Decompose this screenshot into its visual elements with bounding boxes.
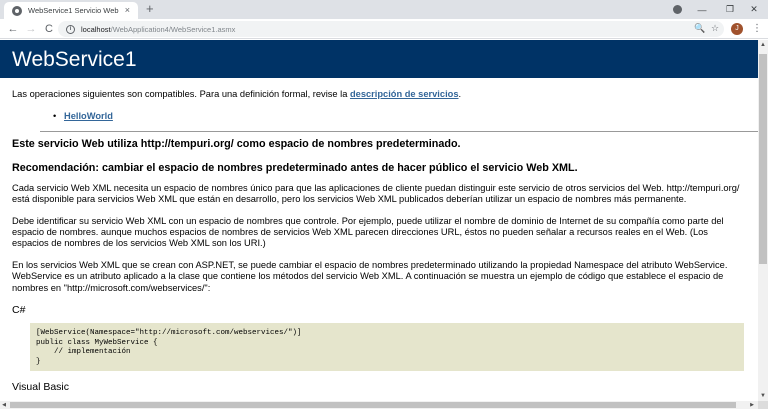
profile-indicator-icon[interactable] [673,5,682,14]
back-button[interactable]: ← [7,23,19,35]
scroll-down-icon[interactable]: ▼ [760,393,766,399]
language-label-vb: Visual Basic [12,381,70,394]
reload-button[interactable]: C [45,23,53,35]
browser-tab[interactable] [4,2,138,19]
forward-button[interactable]: → [25,23,37,35]
tab-strip [0,0,768,19]
page-viewport [0,40,758,401]
close-window-button[interactable]: ✕ [750,4,758,14]
tab-title: WebService1 Servicio Web [28,6,119,15]
address-bar[interactable] [58,21,724,37]
scrollbar-corner [758,401,768,409]
vertical-scroll-thumb[interactable] [759,54,767,264]
code-sample-csharp: [WebService(Namespace="http://microsoft.com/webservices/")] public class MyWebService { // implementación } [30,323,744,371]
divider [40,131,758,132]
zoom-icon[interactable]: 🔍 [694,23,706,33]
tab-close-icon[interactable]: × [124,5,130,15]
vertical-scrollbar[interactable] [758,40,768,401]
intro-end: . [458,89,462,99]
paragraph-1: Cada servicio Web XML necesita un espacio de nombres único para que las aplicaciones de cliente puedan distinguir este servicio de otros servicios del Web. http://tempuri.org/ está disponible para servicios Web XML que están en desarrollo, pero los servicios Web XML publicados deberían utilizar un espacio de nombres más permanente. [12,182,740,205]
maximize-button[interactable]: ❐ [725,4,735,14]
horizontal-scrollbar[interactable] [0,401,758,409]
operation-link-helloworld[interactable]: HelloWorld [64,111,113,122]
avatar[interactable]: J [731,23,743,35]
intro-paragraph [12,89,746,100]
browser-menu-icon[interactable]: ⋮ [752,23,762,34]
horizontal-scroll-thumb[interactable] [10,402,736,408]
scroll-right-icon[interactable]: ▶ [750,402,754,408]
bookmark-star-icon[interactable]: ☆ [711,23,720,33]
list-item [64,111,746,122]
page-title: WebService1 [0,40,758,78]
scroll-up-icon[interactable]: ▲ [760,42,766,48]
page-content [0,89,758,394]
scroll-left-icon[interactable]: ◀ [2,402,6,408]
new-tab-button[interactable]: + [146,1,154,16]
globe-icon [12,6,22,16]
paragraph-3: En los servicios Web XML que se crean con ASP.NET, se puede cambiar el espacio de nombres predeterminado utilizando la propiedad Namespace del atributo WebService. WebService es un atributo aplicado a la clase que contiene los métodos del servicio Web XML. A continuación se muestra un ejemplo de código que establece el espacio de nombres en "http://microsoft.com/webservices/": [12,259,728,293]
url-text[interactable] [81,25,235,34]
recommendation-heading: Recomendación: cambiar el espacio de nombres predeterminado antes de hacer público el servicio Web XML. [12,161,578,174]
service-description-link[interactable]: descripción de servicios [349,89,459,99]
namespace-heading: Este servicio Web utiliza http://tempuri.org/ como espacio de nombres predeterminado. [12,137,461,150]
info-icon[interactable]: i [66,25,75,34]
language-label-csharp: C# [12,304,26,317]
url-host: localhost [81,24,111,34]
operations-list [12,111,746,122]
intro-text: Las operaciones siguientes son compatibles. Para una definición formal, revise la [12,89,350,99]
paragraph-2: Debe identificar su servicio Web XML con un espacio de nombres que controle. Por ejemplo, puede utilizar el nombre de dominio de Internet de su compañía como parte del espacio de nombres. aunque muchos espacios de nombres de servicios Web XML parecen direcciones URL, éstos no pueden señalar a recursos reales en el Web. (Los espacios de nombres de los servicios Web XML son los URI.) [12,215,724,249]
minimize-button[interactable]: — [697,4,707,15]
browser-toolbar [0,19,768,39]
url-path: /WebApplication4/WebService1.asmx [110,24,236,34]
